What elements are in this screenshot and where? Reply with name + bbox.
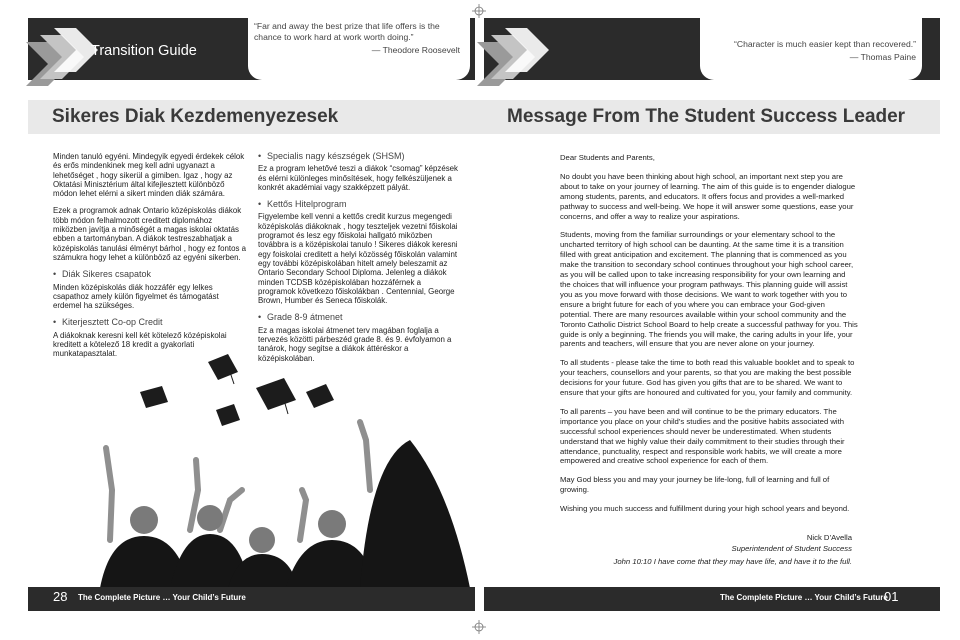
quote-text: “Character is much easier kept than recovered.” bbox=[734, 39, 916, 49]
bullet-icon: • bbox=[258, 312, 262, 323]
quote-author: — Theodore Roosevelt bbox=[371, 45, 460, 55]
crop-mark bbox=[472, 4, 486, 18]
page-gutter bbox=[475, 587, 484, 611]
crop-mark bbox=[472, 620, 486, 634]
bible-verse: John 10:10 I have come that they may have life, and have it to the full. bbox=[613, 557, 852, 566]
page-title-right: Message From The Student Success Leader bbox=[507, 106, 906, 127]
left-column-1 bbox=[53, 152, 248, 367]
page-number-right: 01 bbox=[884, 589, 899, 604]
paragraph: Minden tanuló egyéni. Mindegyik egyedi érdekek célok és erős mindenkinek meg kell adni ugyanazt a lehetőséget , hogy sikerül a gimiben. Igaz , hogy az Oktatási Minisztérium által kifejlesztett különböző módon lehet elérni a sikert minden diák számára. bbox=[53, 152, 245, 199]
page-number-left: 28 bbox=[53, 589, 68, 604]
footer-text-left: The Complete Picture … Your Child’s Future bbox=[78, 593, 246, 602]
paragraph: May God bless you and may your journey be life-long, full of learning and full of growing. bbox=[560, 475, 830, 495]
letter-body bbox=[560, 153, 858, 523]
paragraph: Wishing you much success and fulfillment during your high school years and beyond. bbox=[560, 504, 850, 514]
paragraph: To all parents – you have been and will continue to be the primary educators. The importance you place on your child’s studies and the positive habits associated with successful school experiences should never be underestimated. When students understand that we highly value their daily commitment to their studies through their attendance, punctuality, respect and responsible work habits, we will create a more empowered and creative school experience for each of them. bbox=[560, 406, 845, 466]
graduates-photo bbox=[70, 340, 480, 588]
section-heading: • Grade 8-9 átmenet bbox=[258, 312, 343, 323]
paragraph: Figyelembe kell venni a kettős credit kurzus megengedi középiskolás diákoknak , hogy teszteljek vezetni főiskolai programot és lesz egy főiskolai hallgató miközben továbbra is a középiskolai tanulo ! Sikeres diákok keresni egy foiskolai creditett a helyi közösség főiskolán valamint egy további középiskolában hitelt amely beleszamit az Ontario Secondary School Diploma. Jelenleg a diákok minden TCDSB középiskolában hozzáférnek a programok következo főiskolákban . Centennial, George Brown, Humber és Seneca főiskolák. bbox=[258, 212, 458, 306]
paragraph: Dear Students and Parents, bbox=[560, 153, 655, 162]
quote-box-right bbox=[700, 18, 922, 80]
paragraph: Ez a magas iskolai átmenet terv magában foglalja a tervezés közötti párbeszéd grade 8. és 9. évfolyamon a tanárok, hogy segitse a diákok áttéréskor a középiskolában. bbox=[258, 325, 452, 363]
quote-text: “Far and away the best prize that life offers is the chance to work hard at work worth doing.” bbox=[254, 21, 440, 42]
signature-name: Nick D’Avella bbox=[806, 533, 852, 542]
bullet-icon: • bbox=[53, 317, 57, 328]
quote-author: — Thomas Paine bbox=[849, 52, 916, 62]
section-heading: • Diák Sikeres csapatok bbox=[53, 269, 152, 280]
paragraph: A diákoknak keresni kell két kötelező középiskolai kreditett a kötelező 18 kredit a gyakorlati munkatapasztalat. bbox=[53, 330, 227, 359]
bullet-icon: • bbox=[53, 269, 57, 280]
quote-box-left bbox=[248, 18, 470, 80]
paragraph: Students, moving from the familiar surroundings or your elementary school to the uncharted territory of high school can be daunting. At the same time it is a transition filled with great anticipation and excitement. The planning that is commenced as you make the transition to secondary school continues throughout your high school career, as you will be called upon to take increasing responsibility for your own learning and the choices that will influence your program pathways. This planning guide will assist you as you move forward with those decisions. We want to work together with you to ensure a bright future for each of you where you can embrace your God-given potential. There are many resources available within your school community and the Toronto Catholic District School Board to help create a successful pathway for you. This guide is only a beginning. The friends you will make, the caring adults in your life, your parents and teachers, will ensure that you are never alone on your journey. bbox=[560, 230, 858, 349]
signature-title: Superintendent of Student Success bbox=[731, 544, 852, 553]
graduation-cap-icon bbox=[140, 354, 334, 426]
paragraph: To all students - please take the time to both read this valuable booklet and to speak to your teachers, counsellors and your parents, so that you are making the best possible decisions for your future. God has given you gifts that are to be shared. We want to ensure that your gifts are honoured and cultivated for you, your family and community. bbox=[560, 358, 855, 398]
paragraph: Minden középiskolás diák hozzáfér egy lelkes csapathoz amely külön figyelmet és támogatást erdemel ha szükséges. bbox=[53, 282, 219, 311]
section-heading: • Specialis nagy készségek (SHSM) bbox=[258, 151, 405, 161]
section-heading: • Kiterjesztett Co-op Credit bbox=[53, 317, 163, 328]
paragraph: Ez a program lehetővé teszi a diákok “csomag” képzések és elérni különleges minősítések, hogy felkészüljenek a konkrét akadémiai vagy szakképzett pályát. bbox=[258, 164, 458, 192]
paragraph: Ezek a programok adnak Ontario középiskolás diákok több módon felhalmozott creditett diplomához miközben javítja a minőségét a magas iskolai oktatás ebben a tartományban. A diákok testreszabhatjak a középiskolás tanulási élményt bárhol , hogy ez fontos a számukra hogy lehet a különböző az egyéni sikerben. bbox=[53, 206, 246, 262]
bullet-icon: • bbox=[258, 151, 262, 161]
page-title-left: Sikeres Diak Kezdemenyezesek bbox=[52, 106, 339, 127]
guide-title: Transition Guide bbox=[91, 43, 197, 59]
section-heading: • Kettős Hitelprogram bbox=[258, 199, 347, 210]
chevron-decoration-icon bbox=[477, 28, 553, 86]
footer-text-right: The Complete Picture … Your Child’s Future bbox=[720, 593, 888, 602]
paragraph: No doubt you have been thinking about high school, an important next step you are about to take on your journey of learning. The aim of this guide is to engender dialogue among students, parents, and educators. It offers focus and provides a well-marked pathway to success and well-being. We hope it will answer some questions, ease your concerns, and offer a way to realize your aspirations. bbox=[560, 171, 856, 221]
left-column-2 bbox=[258, 152, 458, 371]
bullet-icon: • bbox=[258, 199, 262, 210]
